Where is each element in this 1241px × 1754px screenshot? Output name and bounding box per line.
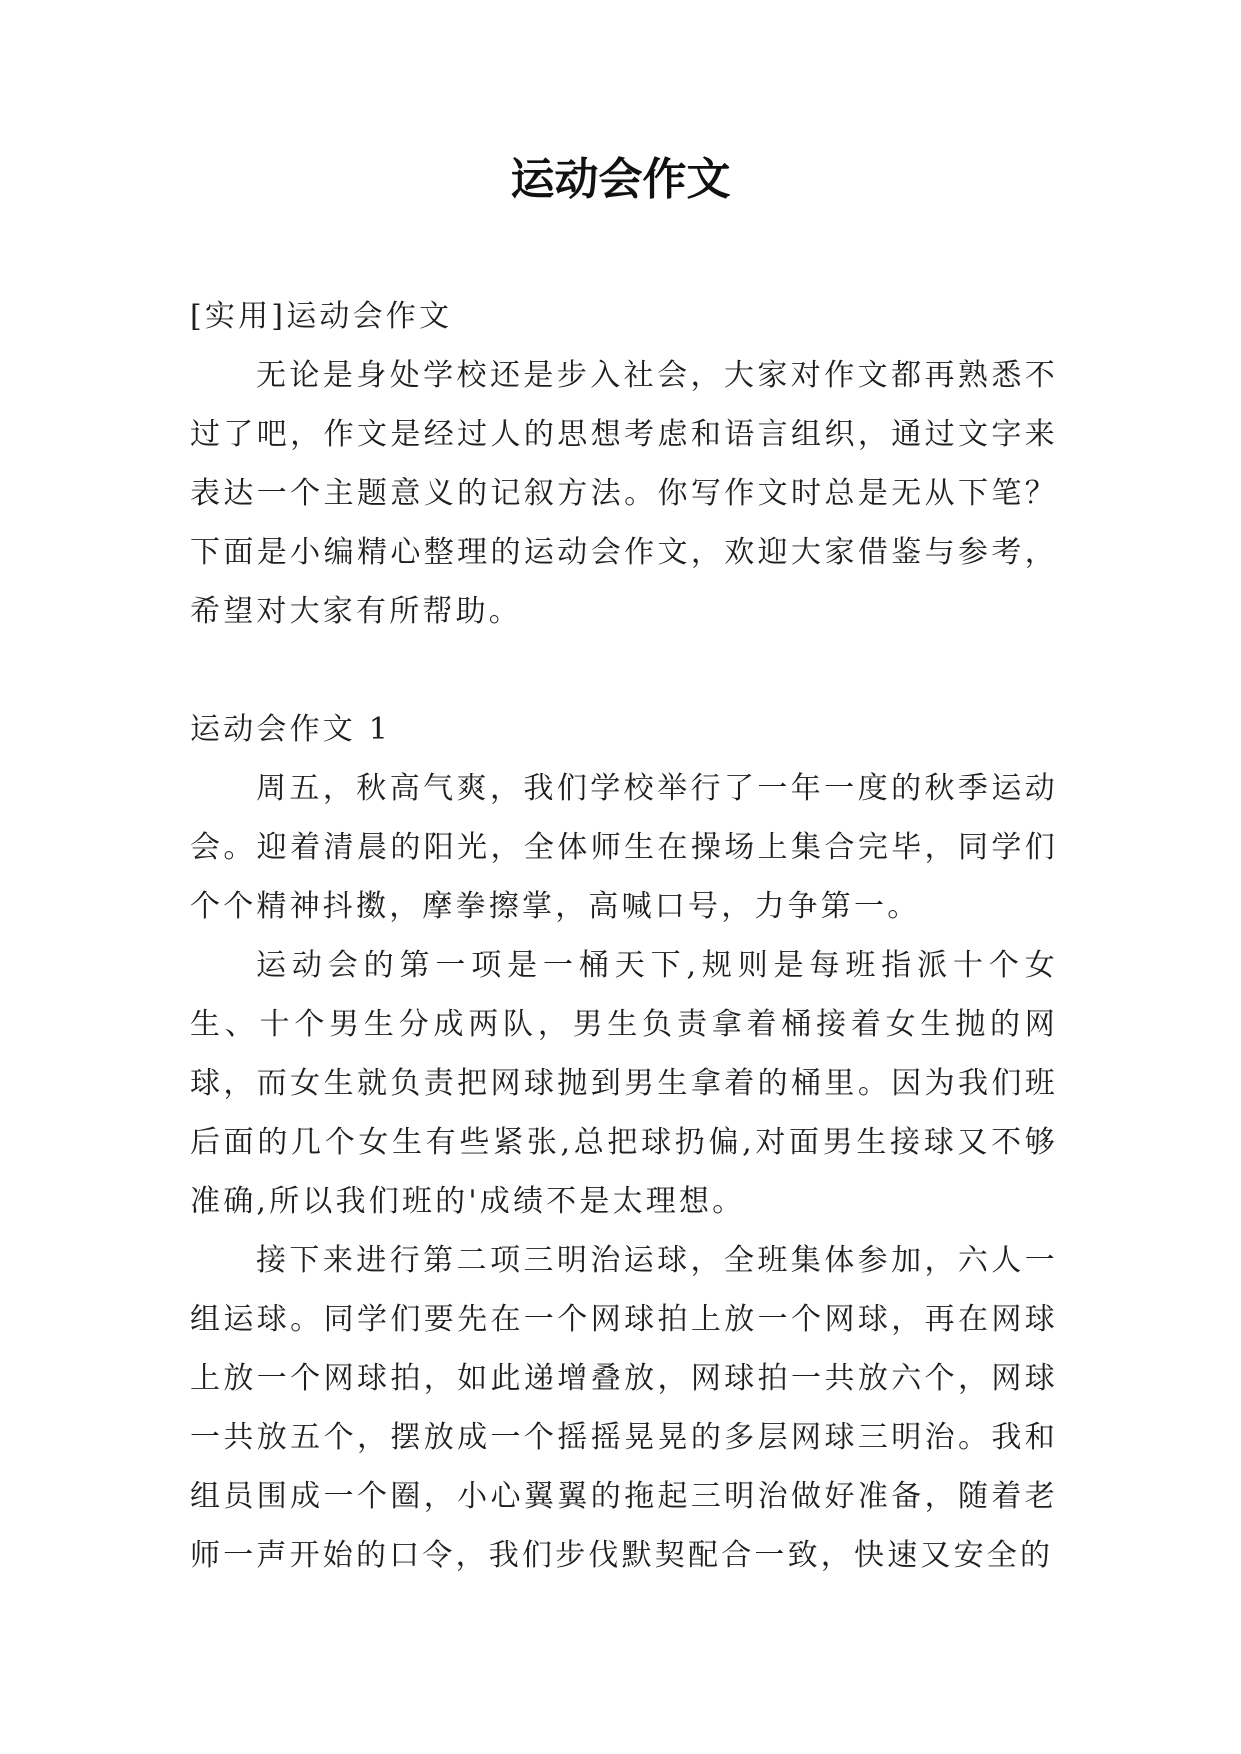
- document-subtitle: [实用]运动会作文: [190, 299, 453, 334]
- intro-paragraph: 无论是身处学校还是步入社会，大家对作文都再熟悉不过了吧，作文是经过人的思想考虑和语言组织，通过文字来表达一个主题意义的记叙方法。你写作文时总是无从下笔？下面是小编精心整理的运动会作文，欢迎大家借鉴与参考，希望对大家有所帮助。: [190, 358, 1058, 629]
- body-paragraph: 接下来进行第二项三明治运球，全班集体参加，六人一组运球。同学们要先在一个网球拍上放一个网球，再在网球上放一个网球拍，如此递增叠放，网球拍一共放六个，网球一共放五个，摆放成一个摇摇晃晃的多层网球三明治。我和组员围成一个圈，小心翼翼的拖起三明治做好准备，随着老师一声开始的口令，我们步伐默契配合一致，快速又安全的: [190, 1243, 1058, 1573]
- body-paragraph: 周五，秋高气爽，我们学校举行了一年一度的秋季运动会。迎着清晨的阳光，全体师生在操场上集合完毕，同学们个个精神抖擞，摩拳擦掌，高喊口号，力争第一。: [190, 771, 1058, 924]
- section-heading: 运动会作文 1: [190, 712, 392, 747]
- paragraph-spacer: [190, 641, 1058, 700]
- document-title: 运动会作文: [510, 154, 731, 205]
- document-body: [190, 287, 1058, 1585]
- body-paragraph: 运动会的第一项是一桶天下,规则是每班指派十个女生、十个男生分成两队，男生负责拿着桶接着女生抛的网球，而女生就负责把网球抛到男生拿着的桶里。因为我们班后面的几个女生有些紧张,总把球扔偏,对面男生接球又不够准确,所以我们班的'成绩不是太理想。: [190, 948, 1058, 1219]
